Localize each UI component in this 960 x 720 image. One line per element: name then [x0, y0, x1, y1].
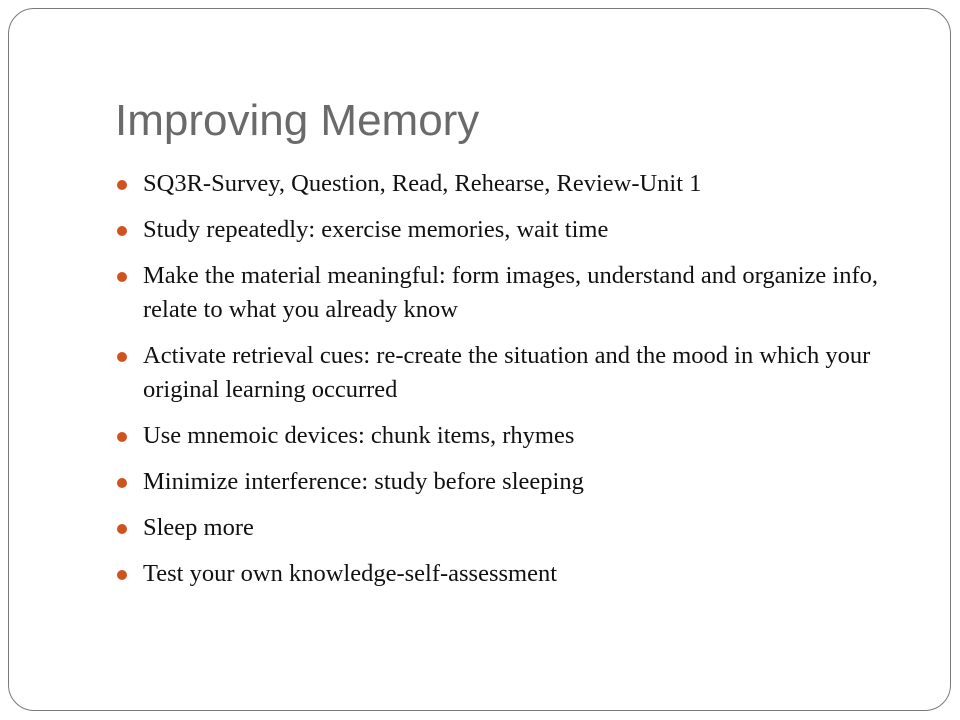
bullet-text: Activate retrieval cues: re-create the situation and the mood in which your original learning occurred — [143, 342, 871, 403]
slide-frame — [8, 8, 951, 711]
bullet-item — [115, 259, 915, 327]
bullet-text: Sleep more — [143, 514, 254, 541]
bullet-text: Make the material meaningful: form images, understand and organize info, relate to what you already know — [143, 262, 878, 323]
slide-title: Improving Memory — [115, 96, 480, 145]
bullet-dot-icon — [117, 524, 127, 534]
bullet-dot-icon — [117, 478, 127, 488]
bullet-item — [115, 465, 915, 499]
bullet-item — [115, 419, 915, 453]
bullet-item — [115, 167, 915, 201]
bullet-text: SQ3R-Survey, Question, Read, Rehearse, Review-Unit 1 — [143, 170, 702, 197]
bullet-dot-icon — [117, 180, 127, 190]
bullet-item — [115, 339, 915, 407]
bullet-text: Study repeatedly: exercise memories, wait time — [143, 216, 609, 243]
bullet-dot-icon — [117, 570, 127, 580]
bullet-dot-icon — [117, 226, 127, 236]
bullet-text: Use mnemoic devices: chunk items, rhymes — [143, 422, 575, 449]
bullet-item — [115, 213, 915, 247]
bullet-text: Minimize interference: study before sleeping — [143, 468, 584, 495]
bullet-item — [115, 557, 915, 591]
bullet-list — [115, 167, 915, 603]
bullet-dot-icon — [117, 432, 127, 442]
bullet-item — [115, 511, 915, 545]
bullet-dot-icon — [117, 272, 127, 282]
bullet-text: Test your own knowledge-self-assessment — [143, 560, 558, 587]
bullet-dot-icon — [117, 352, 127, 362]
